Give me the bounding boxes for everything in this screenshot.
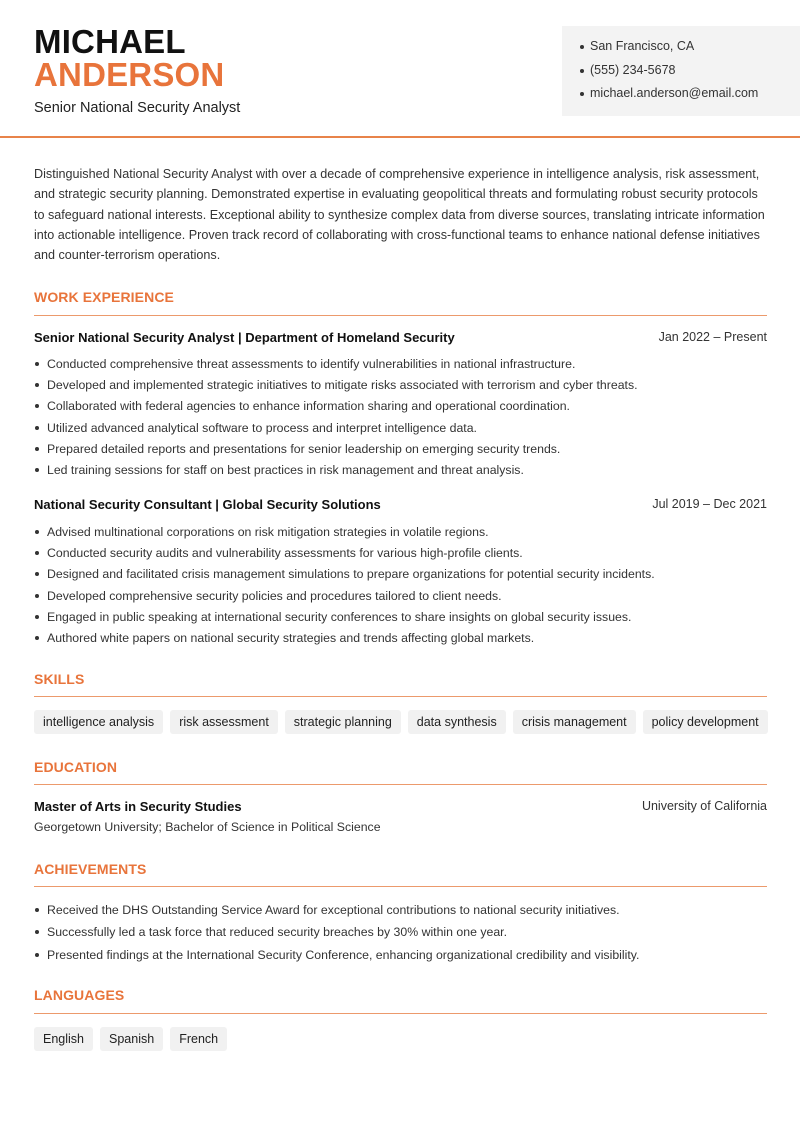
list-item: Conducted security audits and vulnerability assessments for various high-profile clients. xyxy=(34,545,774,566)
section-divider xyxy=(34,315,767,316)
skill-chip: intelligence analysis xyxy=(34,710,163,734)
languages-list xyxy=(34,1027,227,1051)
education-degree: Master of Arts in Security Studies xyxy=(34,799,242,814)
list-item: Engaged in public speaking at international security conferences to share insights on global security issues. xyxy=(34,609,774,630)
list-item: Prepared detailed reports and presentations for senior leadership on emerging security trends. xyxy=(34,441,774,462)
language-chip: English xyxy=(34,1027,93,1051)
skill-chip: risk assessment xyxy=(170,710,278,734)
job-heading: Senior National Security Analyst | Department of Homeland Security xyxy=(34,330,455,345)
skill-chip: policy development xyxy=(643,710,768,734)
resume-header xyxy=(0,0,800,138)
job-heading: National Security Consultant | Global Security Solutions xyxy=(34,497,381,512)
skill-chip: data synthesis xyxy=(408,710,506,734)
job-dates: Jan 2022 – Present xyxy=(658,330,767,344)
list-item: Conducted comprehensive threat assessments to identify vulnerabilities in national infrastructure. xyxy=(34,356,774,377)
professional-summary: Distinguished National Security Analyst with over a decade of comprehensive experience in intelligence analysis, risk assessment, and strategic security planning. Demonstrated expertise in evaluating geopolitical threats and formulating robust security protocols to safeguard national interests. Exceptional ability to synthesize complex data from diverse sources, translating intricate information into actionable intelligence. Proven track record of collaborating with cross-functional teams to enhance national defense initiatives and counter-terrorism operations. xyxy=(34,167,765,263)
list-item: Advised multinational corporations on risk mitigation strategies in volatile regions. xyxy=(34,524,774,545)
achievements-list xyxy=(34,902,774,969)
job-bullets xyxy=(34,524,774,651)
list-item: Received the DHS Outstanding Service Award for exceptional contributions to national security initiatives. xyxy=(34,902,774,924)
skill-chip: crisis management xyxy=(513,710,636,734)
contact-box xyxy=(562,26,800,116)
section-title-languages: LANGUAGES xyxy=(34,987,125,1003)
section-title-skills: SKILLS xyxy=(34,671,85,687)
section-title-achievements: ACHIEVEMENTS xyxy=(34,861,147,877)
list-item: Collaborated with federal agencies to enhance information sharing and operational coordination. xyxy=(34,398,774,419)
section-title-education: EDUCATION xyxy=(34,759,118,775)
language-chip: Spanish xyxy=(100,1027,163,1051)
section-title-work: WORK EXPERIENCE xyxy=(34,289,174,305)
skill-chip: strategic planning xyxy=(285,710,401,734)
list-item: Authored white papers on national security strategies and trends affecting global markets. xyxy=(34,630,774,651)
skills-list xyxy=(34,710,768,734)
list-item: Presented findings at the International Security Conference, enhancing organizational credibility and visibility. xyxy=(34,947,774,969)
section-divider xyxy=(34,1013,767,1014)
section-divider xyxy=(34,886,767,887)
list-item: Developed comprehensive security policies and procedures tailored to client needs. xyxy=(34,588,774,609)
job-title: Senior National Security Analyst xyxy=(34,100,241,116)
section-divider xyxy=(34,784,767,785)
contact-email[interactable]: michael.anderson@email.com xyxy=(580,85,800,109)
list-item: Led training sessions for staff on best practices in risk management and threat analysis. xyxy=(34,462,774,483)
education-school: University of California xyxy=(641,799,767,813)
language-chip: French xyxy=(170,1027,227,1051)
section-divider xyxy=(34,696,767,697)
job-dates: Jul 2019 – Dec 2021 xyxy=(652,497,767,511)
contact-phone: (555) 234-5678 xyxy=(580,62,800,86)
last-name: ANDERSON xyxy=(34,56,225,93)
education-detail: Georgetown University; Bachelor of Science in Political Science xyxy=(34,820,381,834)
job-bullets xyxy=(34,356,774,483)
list-item: Successfully led a task force that reduced security breaches by 30% within one year. xyxy=(34,924,774,946)
first-name: MICHAEL xyxy=(34,23,186,60)
list-item: Designed and facilitated crisis management simulations to prepare organizations for potential security incidents. xyxy=(34,566,774,587)
list-item: Utilized advanced analytical software to process and interpret intelligence data. xyxy=(34,420,774,441)
contact-location: San Francisco, CA xyxy=(580,38,800,62)
list-item: Developed and implemented strategic initiatives to mitigate risks associated with terrorism and cyber threats. xyxy=(34,377,774,398)
